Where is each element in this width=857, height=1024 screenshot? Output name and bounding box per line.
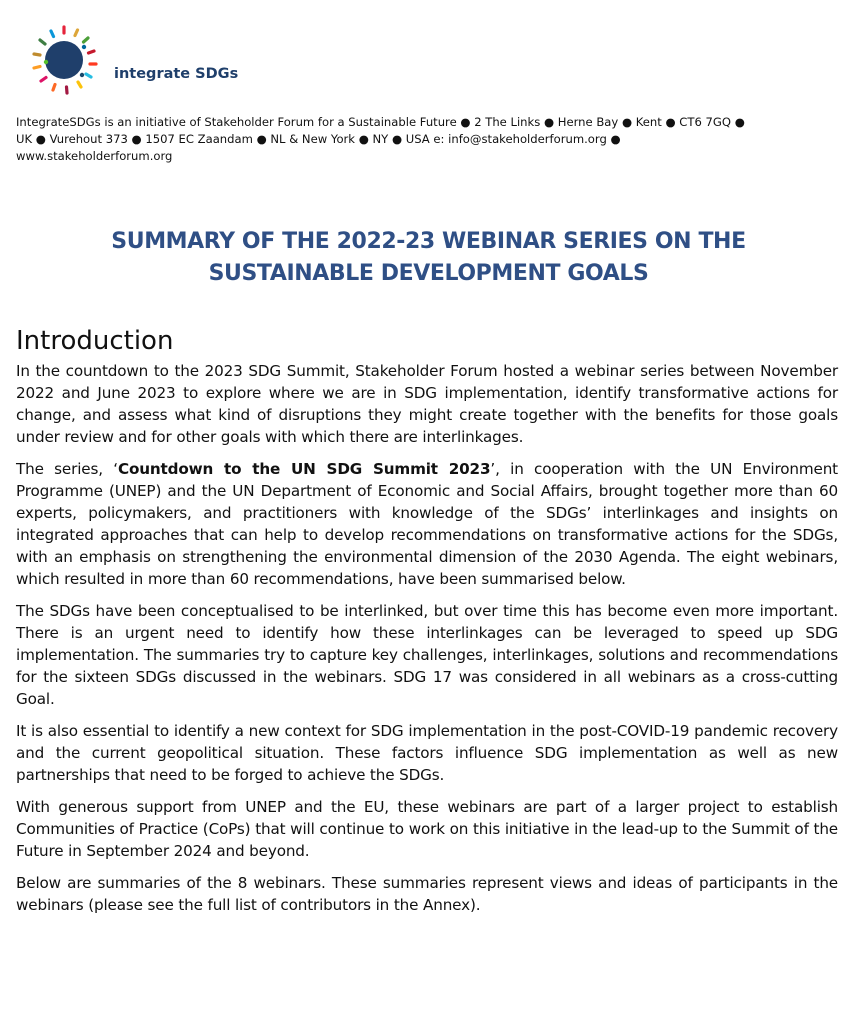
paragraph: In the countdown to the 2023 SDG Summit, Stakeholder Forum hosted a webinar series between November 2022 and June 2023 to explore where we are in SDG implementation, identify transformative actions for change, and assess what kind of disruptions they might create together with the benefits for those goals under review and for other goals with which there are interlinkages. [16, 362, 838, 446]
integrate-sdgs-logo [24, 18, 244, 104]
sdg-wheel-icon [24, 18, 110, 104]
title-line: SUMMARY OF THE 2022-23 WEBINAR SERIES ON THE [111, 229, 746, 254]
paragraph-text: The series, ‘ [16, 460, 118, 478]
paragraph: With generous support from UNEP and the EU, these webinars are part of a larger project to establish Communities of Practice (CoPs) that will continue to work on this initiative in the lead-up to the Summit of the Future in September 2024 and beyond. [16, 798, 838, 860]
paragraph: It is also essential to identify a new context for SDG implementation in the post-COVID-19 pandemic recovery and the current geopolitical situation. These factors influence SDG implementation as well as new partnerships that need to be forged to achieve the SDGs. [16, 722, 838, 784]
brand-name: integrate SDGs [114, 66, 239, 82]
organization-address [16, 114, 842, 165]
title-line: SUSTAINABLE DEVELOPMENT GOALS [208, 261, 649, 286]
paragraph-text: ’, in cooperation with the UN Environment Programme (UNEP) and the UN Department of Economic and Social Affairs, brought together more than 60 experts, policymakers, and practitioners with knowledge of the SDGs’ interlinkages and insights on integrated approaches that can help to develop recommendations on transformative actions for the SDGs, with an emphasis on strengthening the environmental dimension of the 2030 Agenda. The eight webinars, which resulted in more than 60 recommendations, have been summarised below. [16, 460, 838, 588]
paragraph: Below are summaries of the 8 webinars. These summaries represent views and ideas of participants in the webinars (please see the full list of contributors in the Annex). [16, 874, 838, 914]
series-name: Countdown to the UN SDG Summit 2023 [117, 460, 491, 478]
section-heading: Introduction [16, 326, 174, 356]
body-text [16, 360, 838, 926]
address-line: UK ● Vurehout 373 ● 1507 EC Zaandam ● NL & New York ● NY ● USA e: info@stakeholderforum.org ● [16, 132, 621, 146]
paragraph: The SDGs have been conceptualised to be interlinked, but over time this has become even more important. There is an urgent need to identify how these interlinkages can be leveraged to speed up SDG implementation. The summaries try to capture key challenges, interlinkages, solutions and recommendations for the sixteen SDGs discussed in the webinars. SDG 17 was considered in all webinars as a cross-cutting Goal. [16, 602, 838, 708]
paragraph [16, 458, 838, 590]
address-line: IntegrateSDGs is an initiative of Stakeholder Forum for a Sustainable Future ● 2 The Links ● Herne Bay ● Kent ● CT6 7GQ ● [16, 115, 745, 129]
website-link[interactable]: www.stakeholderforum.org [16, 149, 173, 163]
document-title [0, 226, 857, 290]
